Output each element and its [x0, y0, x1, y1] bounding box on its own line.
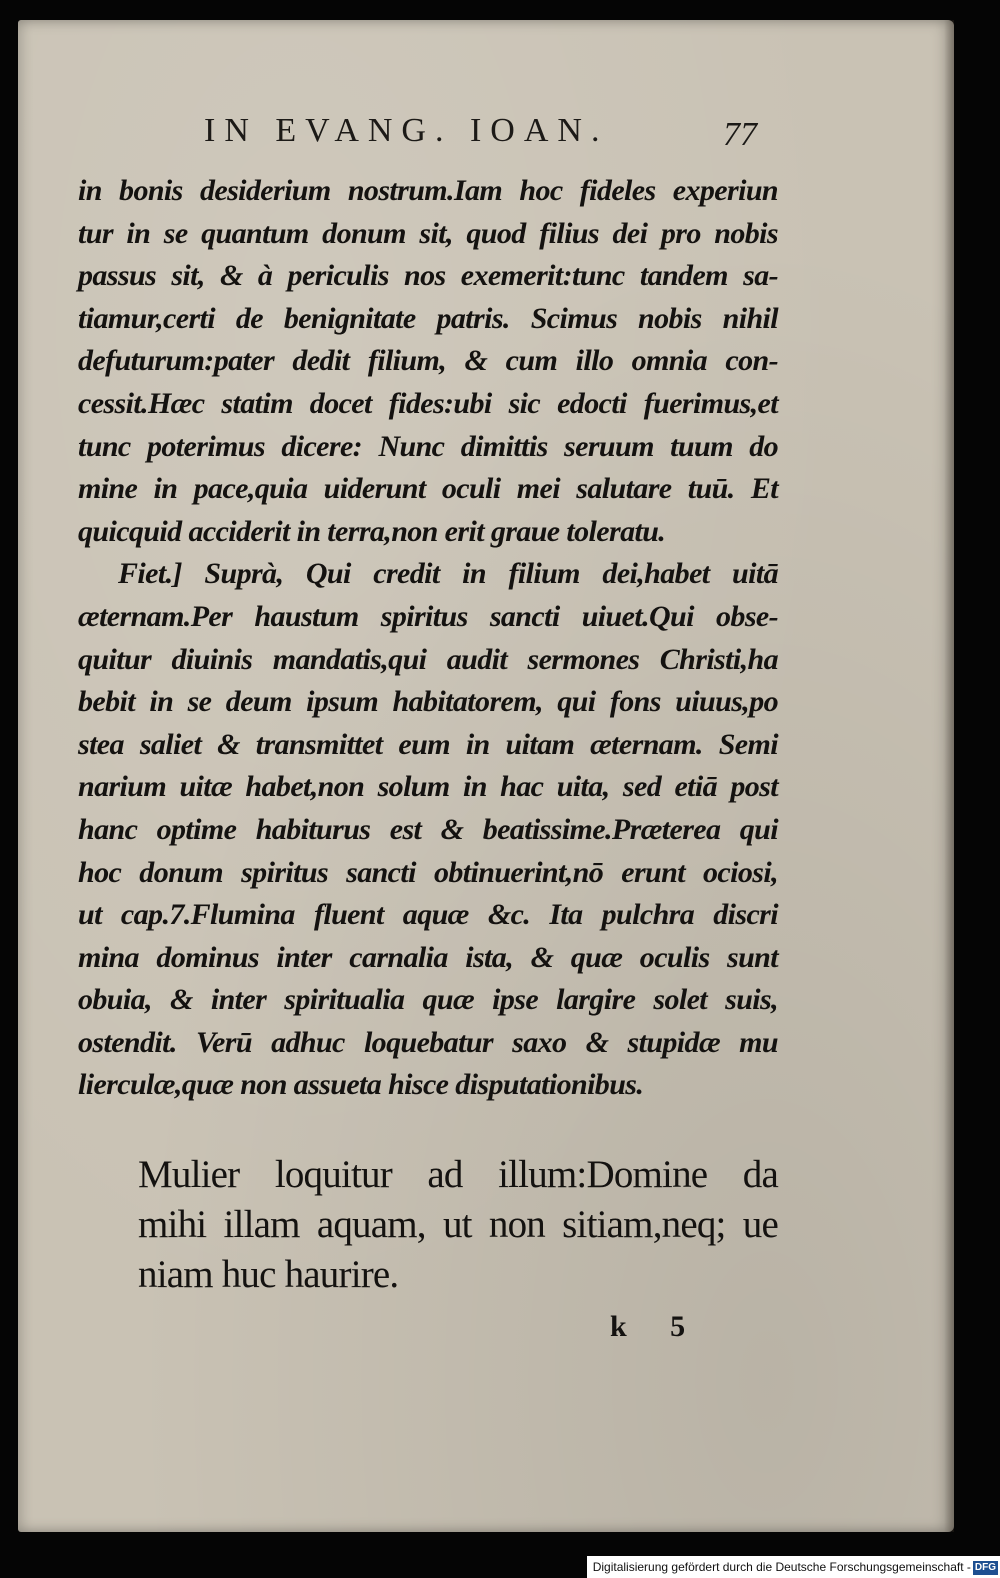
- text-line: tiamur,certi de benignitate patris. Scimus nobis nihil: [78, 301, 778, 335]
- page-edge-shadow: [944, 20, 954, 1532]
- text-line: tunc poterimus dicere: Nunc dimittis seruum tuum do: [78, 429, 778, 463]
- lemma-line: niam huc haurire.: [138, 1253, 399, 1296]
- scripture-lemma: [138, 1150, 778, 1300]
- text-line: passus sit, & à periculis nos exemerit:tunc tandem sa-: [78, 259, 778, 293]
- text-line: hanc optime habiturus est & beatissime.Præterea qui: [78, 812, 778, 846]
- page-number: 77: [723, 116, 757, 153]
- text-line: lierculæ,quæ non assueta hisce disputationibus.: [78, 1068, 644, 1102]
- text-line: stea saliet & transmittet eum in uitam æternam. Semi: [78, 727, 778, 761]
- text-line: quitur diuinis mandatis,qui audit sermones Christi,ha: [78, 642, 778, 676]
- text-line: mina dominus inter carnalia ista, & quæ oculis sunt: [78, 940, 778, 974]
- text-line: ostendit. Verū adhuc loquebatur saxo & stupidæ mu: [78, 1025, 778, 1059]
- dfg-logo: DFG: [974, 1561, 996, 1573]
- running-head: IN EVANG. IOAN.: [204, 112, 609, 149]
- text-line: defuturum:pater dedit filium, & cum illo omnia con-: [78, 344, 778, 378]
- lemma-line: mihi illam aquam, ut non sitiam,neq; ue: [138, 1203, 778, 1246]
- text-line: narium uitæ habet,non solum in hac uita, sed etiā post: [78, 770, 778, 804]
- text-line: quicquid acciderit in terra,non erit graue toleratu.: [78, 514, 666, 548]
- book-page: [18, 20, 954, 1532]
- text-line: æternam.Per haustum spiritus sancti uiuet.Qui obse-: [78, 599, 778, 633]
- text-line: obuia, & inter spiritualia quæ ipse largire solet suis,: [78, 983, 778, 1017]
- text-line: bebit in se deum ipsum habitatorem, qui fons uiuus,po: [78, 685, 778, 719]
- lemma-line: Mulier loquitur ad illum:Domine da: [138, 1153, 778, 1196]
- text-line: ut cap.7.Flumina fluent aquæ &c. Ita pulchra discri: [78, 898, 778, 932]
- text-line: Fiet.] Suprà, Qui credit in filium dei,habet uitā: [118, 557, 778, 591]
- text-line: hoc donum spiritus sancti obtinuerint,nō erunt ociosi,: [78, 855, 778, 889]
- body-text: [78, 170, 778, 1107]
- text-line: mine in pace,quia uiderunt oculi mei salutare tuū. Et: [78, 472, 778, 506]
- text-line: in bonis desiderium nostrum.Iam hoc fideles experiun: [78, 174, 778, 207]
- text-line: cessit.Hæc statim docet fides:ubi sic edocti fuerimus,et: [78, 386, 778, 420]
- text-line: tur in se quantum donum sit, quod filius dei pro nobis: [78, 216, 778, 250]
- funding-credit-text: Digitalisierung gefördert durch die Deutsche Forschungsgemeinschaft -: [592, 1560, 971, 1574]
- funding-credit: [587, 1556, 1000, 1578]
- signature-mark: k 5: [610, 1310, 686, 1343]
